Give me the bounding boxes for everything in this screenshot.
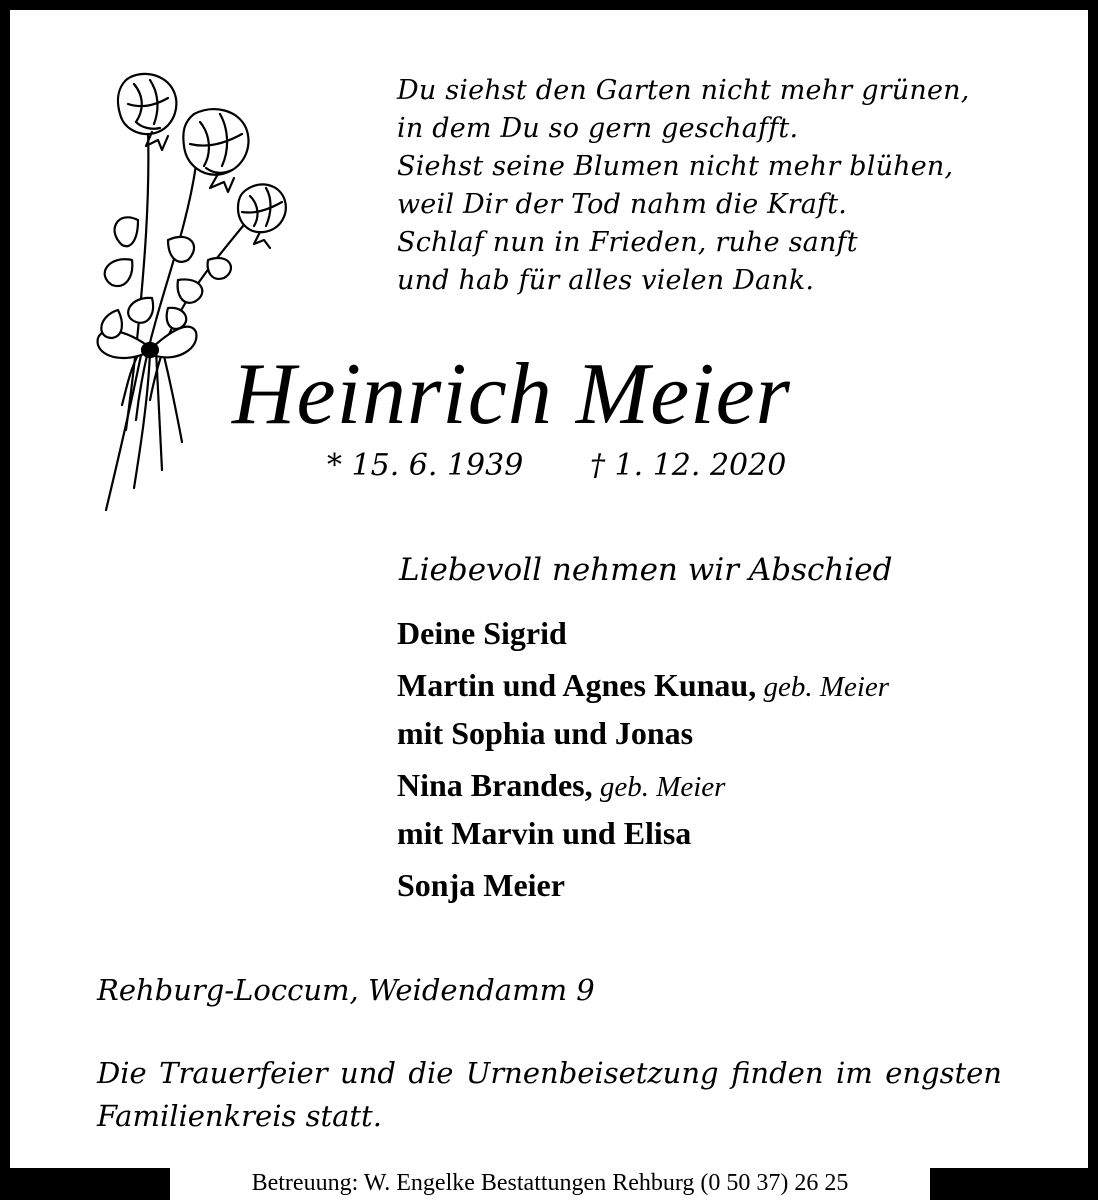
mourner-nina-name: Nina Brandes, <box>397 767 593 803</box>
mourners-list <box>397 610 1057 908</box>
funeral-notice: Die Trauerfeier und die Urnenbeisetzung finden im engsten Familienkreis statt. <box>97 1056 1002 1133</box>
farewell-line: Liebevoll nehmen wir Abschied <box>399 552 893 588</box>
birth-date: * 15. 6. 1939 <box>327 448 524 483</box>
address: Rehburg-Loccum, Weidendamm 9 <box>97 973 595 1007</box>
funeral-home-footer: Betreuung: W. Engelke Bestattungen Rehburg (0 50 37) 26 25 <box>251 1170 849 1196</box>
mourner-sigrid: Deine Sigrid <box>397 615 567 651</box>
mourner-nina-nee: geb. Meier <box>592 771 726 803</box>
footer-bar <box>170 1166 930 1200</box>
deceased-name: Heinrich Meier <box>232 346 791 443</box>
mourner-nina-children: mit Marvin und Elisa <box>397 815 692 851</box>
death-date: † 1. 12. 2020 <box>590 448 787 483</box>
mourner-martin-agnes-children: mit Sophia und Jonas <box>397 715 694 751</box>
mourner-sonja: Sonja Meier <box>397 867 565 903</box>
poem-line: Siehst seine Blumen nicht mehr blühen, <box>397 151 954 182</box>
mourner-martin-agnes-name: Martin und Agnes Kunau, <box>397 667 757 703</box>
poem-line: in dem Du so gern geschafft. <box>397 113 799 144</box>
mourner-martin-agnes <box>397 662 1057 710</box>
mourner-martin-agnes-nee: geb. Meier <box>756 671 890 703</box>
poem <box>397 72 1037 300</box>
mourner-nina <box>397 762 1057 810</box>
poem-line: Du siehst den Garten nicht mehr grünen, <box>397 75 970 106</box>
poem-line: und hab für alles vielen Dank. <box>397 265 815 296</box>
poem-line: Schlaf nun in Frieden, ruhe sanft <box>397 227 858 258</box>
poem-line: weil Dir der Tod nahm die Kraft. <box>397 189 848 220</box>
